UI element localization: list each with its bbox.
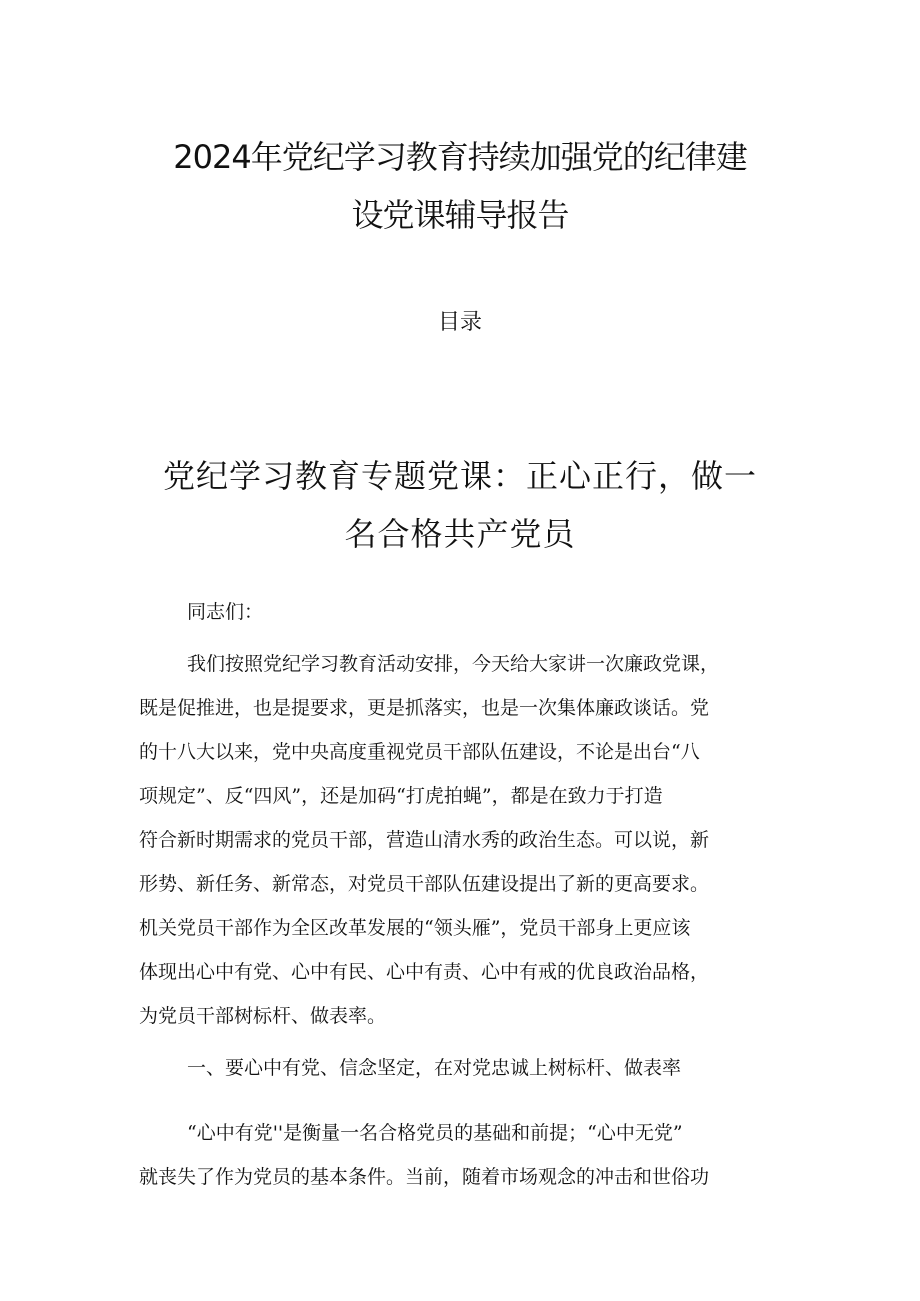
paragraph-line: “心中有党''是衡量一名合格党员的基础和前提；“心中无党” (187, 1122, 683, 1144)
paragraph-line: 我们按照党纪学习教育活动安排，今天给大家讲一次廉政党课， (187, 653, 720, 675)
toc-heading: 目录 (437, 310, 482, 335)
paragraph-line: 项规定”、反“四风”，还是加码“打虎拍蝇”，都是在致力于打造 (139, 785, 663, 807)
paragraph-line: 既是促推进，也是提要求，更是抓落实，也是一次集体廉政谈话。党 (139, 697, 710, 719)
lesson-title-line-2: 名合格共产党员 (344, 515, 576, 553)
document-title-line-2: 设党课辅导报告 (351, 196, 569, 234)
paragraph-line: 机关党员干部作为全区改革发展的“领头雁”，党员干部身上更应该 (139, 917, 691, 939)
paragraph-line: 的十八大以来，党中央高度重视党员干部队伍建设，不论是出台“八 (139, 741, 700, 763)
paragraph-line: 就丧失了作为党员的基本条件。当前，随着市场观念的冲击和世俗功 (139, 1166, 710, 1188)
paragraph-section-1 (139, 1111, 785, 1199)
section-heading-1: 一、要心中有党、信念坚定，在对党忠诚上树标杆、做表率 (187, 1057, 682, 1079)
paragraph-line: 符合新时期需求的党员干部，营造山清水秀的政治生态。可以说，新 (139, 829, 710, 851)
document-title-line-1: 2024年党纪学习教育持续加强党的纪律建 (173, 138, 747, 176)
paragraph-line: 形势、新任务、新常态，对党员干部队伍建设提出了新的更高要求。 (139, 873, 710, 895)
paragraph-intro (139, 642, 785, 1038)
lesson-title-line-1: 党纪学习教育专题党课：正心正行，做一 (162, 457, 757, 495)
paragraph-line: 为党员干部树标杆、做表率。 (139, 1005, 387, 1027)
paragraph-line: 体现出心中有党、心中有民、心中有责、心中有戒的优良政治品格， (139, 961, 710, 983)
document-title (120, 128, 800, 244)
salutation: 同志们： (187, 601, 264, 623)
lesson-title (120, 447, 800, 563)
